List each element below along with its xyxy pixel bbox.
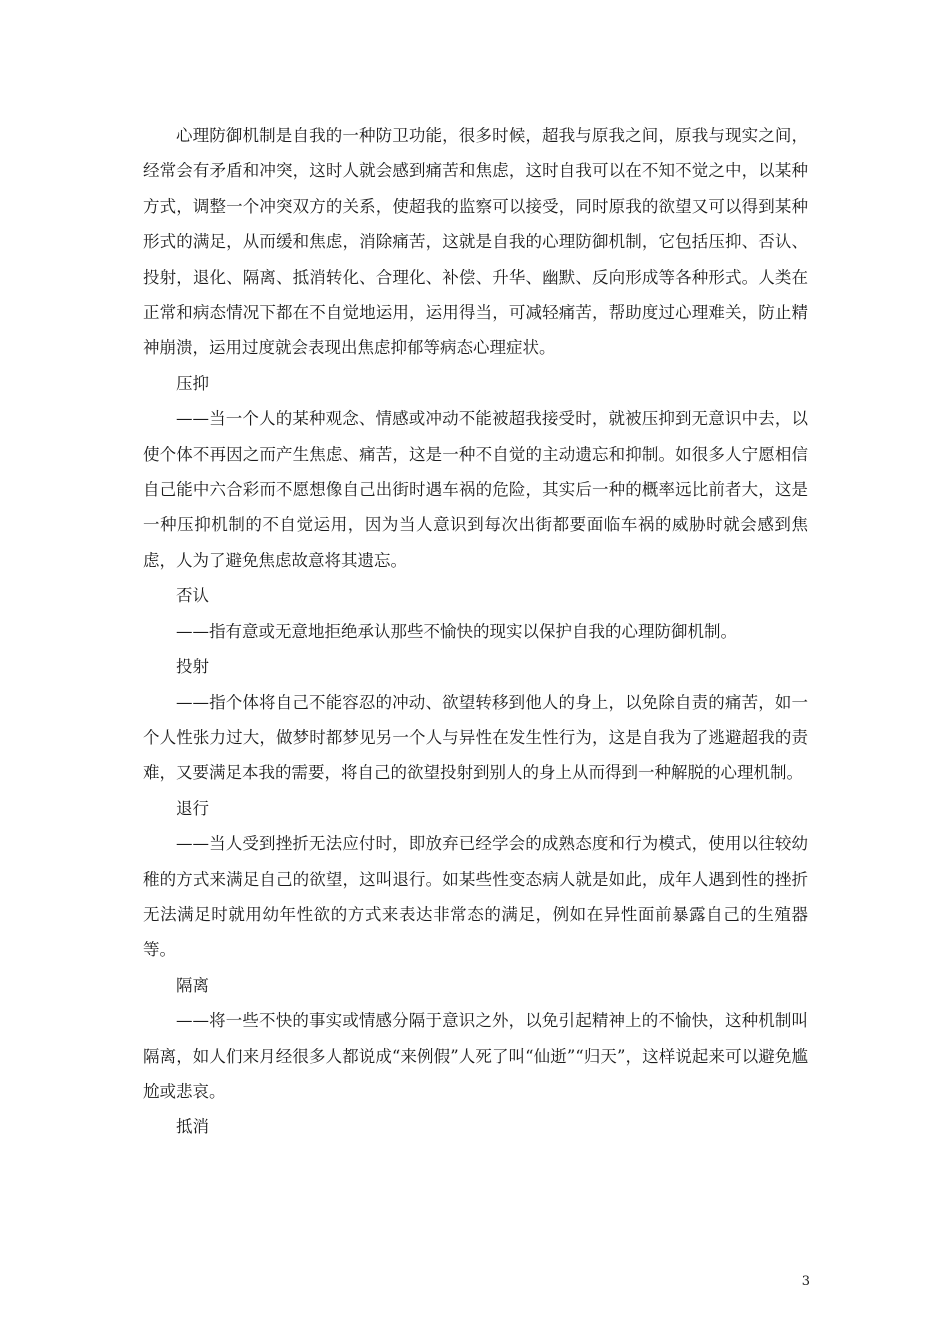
- isolation-paragraph: ——将一些不快的事实或情感分隔于意识之外，以免引起精神上的不愉快，这种机制叫隔离，如人们来月经很多人都说成“来例假”人死了叫“仙逝”“归天”，这样说起来可以避免尴尬或悲哀。: [143, 1011, 808, 1101]
- heading-repression: 压抑: [176, 373, 209, 393]
- regression-paragraph: ——当人受到挫折无法应付时，即放弃已经学会的成熟态度和行为模式，使用以往较幼稚的方式来满足自己的欲望，这叫退行。如某些性变态病人就是如此，成年人遇到性的挫折无法满足时就用幼年性欲的方式来表达非常态的满足，例如在异性面前暴露自己的生殖器等。: [143, 834, 808, 960]
- page-number: 3: [801, 1274, 810, 1289]
- document-body: [143, 118, 808, 1145]
- projection-paragraph: ——指个体将自己不能容忍的冲动、欲望转移到他人的身上，以免除自责的痛苦，如一个人性张力过大，做梦时都梦见另一个人与异性在发生性行为，这是自我为了逃避超我的责难，又要满足本我的需要，将自己的欲望投射到别人的身上从而得到一种解脱的心理机制。: [143, 692, 808, 783]
- repression-paragraph: ——当一个人的某种观念、情感或冲动不能被超我接受时，就被压抑到无意识中去，以使个体不再因之而产生焦虑、痛苦，这是一种不自觉的主动遗忘和抑制。如很多人宁愿相信自己能中六合彩而不愿想像自己出街时遇车祸的危险，其实后一种的概率远比前者大，这是一种压抑机制的不自觉运用，因为当人意识到每次出街都要面临车祸的威胁时就会感到焦虑，人为了避免焦虑故意将其遗忘。: [143, 409, 808, 570]
- heading-denial: 否认: [176, 586, 209, 606]
- heading-projection: 投射: [176, 657, 209, 677]
- denial-paragraph: ——指有意或无意地拒绝承认那些不愉快的现实以保护自我的心理防御机制。: [176, 621, 737, 641]
- heading-undoing: 抵消: [176, 1117, 209, 1137]
- heading-regression: 退行: [176, 798, 209, 818]
- intro-paragraph: 心理防御机制是自我的一种防卫功能，很多时候，超我与原我之间，原我与现实之间，经常会有矛盾和冲突，这时人就会感到痛苦和焦虑，这时自我可以在不知不觉之中，以某种方式，调整一个冲突双方的关系，使超我的监察可以接受，同时原我的欲望又可以得到某种形式的满足，从而缓和焦虑，消除痛苦，这就是自我的心理防御机制，它包括压抑、否认、投射，退化、隔离、抵消转化、合理化、补偿、升华、幽默、反向形成等各种形式。人类在正常和病态情况下都在不自觉地运用，运用得当，可减轻痛苦，帮助度过心理难关，防止精神崩溃，运用过度就会表现出焦虑抑郁等病态心理症状。: [143, 126, 808, 358]
- heading-isolation: 隔离: [176, 975, 209, 995]
